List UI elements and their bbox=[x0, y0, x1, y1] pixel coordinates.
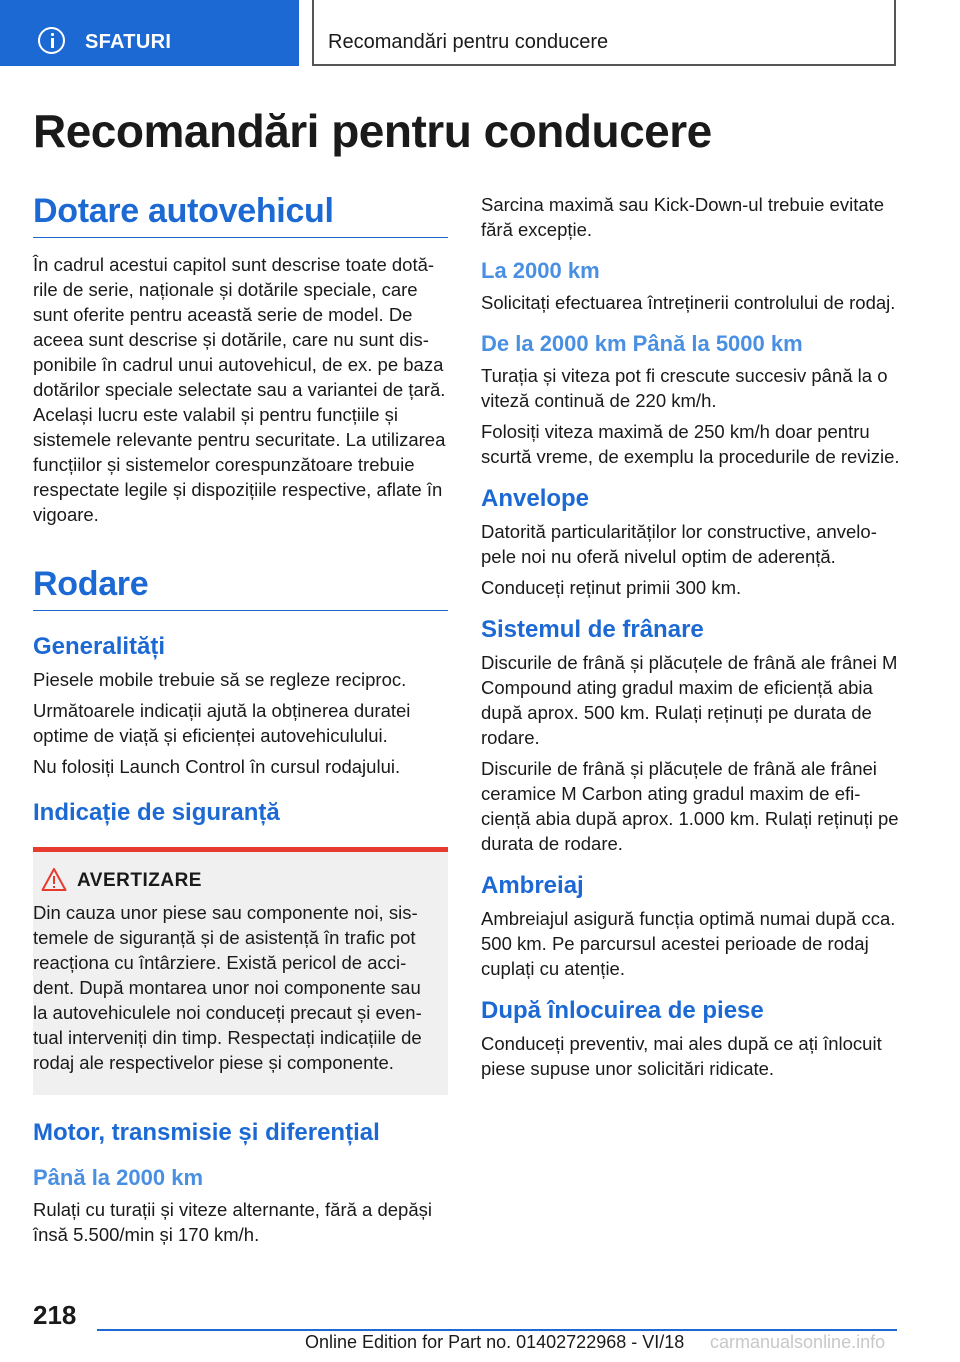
chapter-label: Recomandări pentru conducere bbox=[328, 31, 609, 53]
edition-text: Online Edition for Part no. 01402722968 - VI/18 bbox=[305, 1332, 685, 1352]
warning-title-text: AVERTIZARE bbox=[77, 870, 202, 891]
paragraph-anvelope-1: Datorită particularităților lor constructive, anvelopele noi nu oferă nivelul optim de aderență. bbox=[481, 521, 877, 567]
heading-generalitati: Generalități bbox=[33, 633, 166, 660]
paragraph-sarcina: Sarcina maximă sau Kick-Down-ul trebuie evitate fără excepție. bbox=[481, 194, 885, 240]
info-icon bbox=[38, 27, 65, 54]
footer-divider bbox=[97, 1329, 897, 1331]
paragraph-dotare: În cadrul acestui capitol sunt descrise toate dotările de serie, naționale și dotările speciale, care sunt oferite pentru această serie de model. De aceea sunt descrise și dotările, care nu sunt disponibile în cadrul unui autovehicul, de ex. pe baza dotărilor speciale selectate sau a variantei de țară. Același lucru este valabil și pentru funcțiile și sistemele relevante pentru securitate. La utilizarea funcțiilor și sistemelor corespunzătoare trebuie respectate legile și dispozițiile respective, aflate în vigoare. bbox=[33, 254, 446, 525]
page-title: Recomandări pentru conducere bbox=[33, 105, 712, 157]
heading-dupa: După înlocuirea de piese bbox=[481, 997, 764, 1024]
watermark: carmanualsonline.info bbox=[710, 1332, 886, 1352]
warning-box bbox=[33, 847, 448, 1095]
warning-title bbox=[33, 870, 434, 892]
heading-dotare: Dotare autovehicul bbox=[33, 192, 448, 238]
paragraph-dupa: Conduceți preventiv, mai ales după ce ați înlocuit piese supuse unor solicitări ridicate. bbox=[481, 1033, 882, 1079]
warning-text: Din cauza unor piese sau componente noi, sistemele de siguranță și de asistență în trafic pot reacționa cu întârziere. Există pericol de accident. După montarea unor noi componente sau la autovehiculele noi conduceți precaut și eventual interveniți din timp. Respectați indicațiile de rodaj ale respectivelor piese și componente. bbox=[33, 902, 422, 1073]
heading-de2000: De la 2000 km Până la 5000 km bbox=[481, 331, 803, 356]
page-header bbox=[0, 0, 960, 66]
page-number: 218 bbox=[33, 1300, 77, 1330]
section-label: SFATURI bbox=[85, 31, 172, 53]
heading-franare: Sistemul de frânare bbox=[481, 616, 704, 643]
left-column bbox=[33, 192, 448, 1247]
paragraph-general-3: Nu folosiți Launch Control în cursul rodajului. bbox=[33, 756, 401, 777]
paragraph-anvelope-2: Conduceți reținut primii 300 km. bbox=[481, 577, 742, 598]
chapter-tab[interactable] bbox=[312, 0, 896, 66]
paragraph-pana2000: Rulați cu turații și viteze alternante, fără a depăși însă 5.500/min și 170 km/h. bbox=[33, 1199, 432, 1245]
paragraph-franare-2: Discurile de frână și plăcuțele de frână ale frânei ceramice M Carbon ating gradul maxim de eficiență abia după aprox. 1.000 km. Rulați reținuți pe durata de rodare. bbox=[481, 758, 899, 854]
paragraph-de2000-2: Folosiți viteza maximă de 250 km/h doar pentru scurtă vreme, de exemplu la procedurile de revizie. bbox=[481, 421, 900, 467]
heading-motor: Motor, transmisie și diferențial bbox=[33, 1119, 380, 1146]
paragraph-general-1: Piesele mobile trebuie să se regleze reciproc. bbox=[33, 669, 407, 690]
paragraph-general-2: Următoarele indicații ajută la obținerea duratei optime de viață și eficienței autovehiculului. bbox=[33, 700, 411, 746]
heading-ambreiaj: Ambreiaj bbox=[481, 872, 584, 899]
warning-triangle-icon bbox=[41, 867, 67, 893]
paragraph-de2000-1: Turația și viteza pot fi crescute succesiv până la o viteză continuă de 220 km/h. bbox=[481, 365, 888, 411]
paragraph-la2000: Solicitați efectuarea întreținerii controlului de rodaj. bbox=[481, 292, 896, 313]
heading-anvelope: Anvelope bbox=[481, 485, 590, 512]
heading-rodare: Rodare bbox=[33, 565, 448, 611]
heading-pana2000: Până la 2000 km bbox=[33, 1165, 204, 1190]
heading-la2000: La 2000 km bbox=[481, 258, 600, 283]
section-tab[interactable] bbox=[0, 0, 299, 66]
paragraph-ambreiaj: Ambreiajul asigură funcția optimă numai după cca. 500 km. Pe parcursul acestei perioade de rodaj cuplați cu atenție. bbox=[481, 908, 896, 979]
heading-indicatie: Indicație de siguranță bbox=[33, 799, 280, 826]
paragraph-franare-1: Discurile de frână și plăcuțele de frână ale frânei M Compound ating gradul maxim de eficiență abia după aprox. 500 km. Rulați reținuți pe durata de rodare. bbox=[481, 652, 898, 748]
right-column bbox=[481, 192, 901, 1081]
